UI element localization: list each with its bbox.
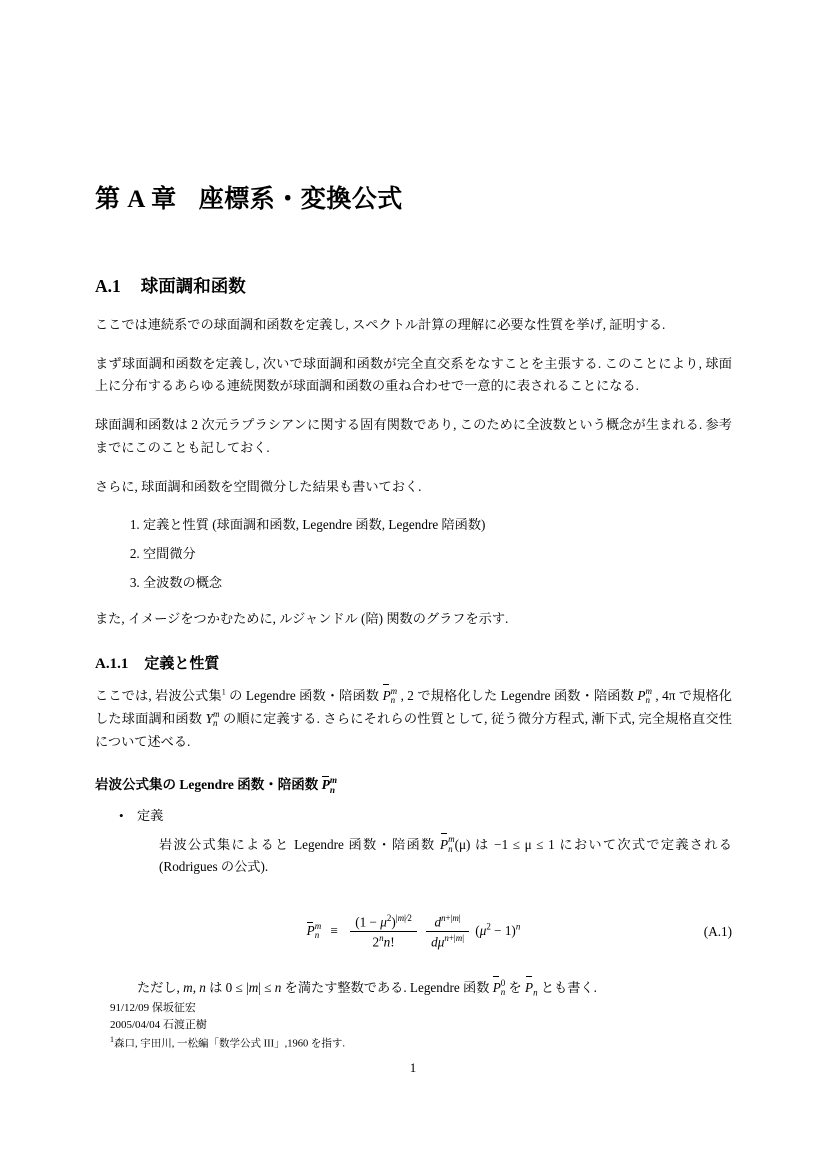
math-y-nm: Ym n	[205, 708, 220, 729]
subsection-heading	[95, 652, 732, 673]
section-heading	[95, 273, 732, 298]
paragraph-1: ここでは連続系での球面調和函数を定義し, スペクトル計算の理解に必要な性質を挙げ, 証明する.	[95, 317, 666, 332]
bullet-body	[159, 834, 732, 879]
chapter-number: 第 A 章	[95, 186, 177, 213]
chapter-title-text: 座標系・変換公式	[198, 186, 403, 213]
bullet-label: 定義	[137, 808, 164, 824]
intro-text-post3: , 4π で規格化した球面調和函数	[95, 688, 732, 726]
bullet-definition	[137, 805, 732, 879]
section-number: A.1	[95, 276, 121, 296]
math-p-tilde-nm: Pm n	[383, 688, 398, 703]
intro-text-pre: ここでは, 岩波公式集	[95, 688, 222, 704]
list-item: 3. 全波数の概念	[143, 572, 732, 593]
equation-fraction-1: $\frac{(1 - \mu^2)^{|m|⁄2}}{2^nn!}$	[350, 913, 417, 951]
paragraph-after-list: また, イメージをつかむために, ルジャンドル (陪) 関数のグラフを示す.	[95, 610, 509, 626]
footnotes	[110, 1000, 730, 1053]
subsection-intro-paragraph	[95, 685, 732, 753]
section-title-text: 球面調和函数	[140, 276, 246, 296]
subsection-number: A.1.1	[95, 656, 129, 673]
paragraph-2: まず球面調和函数を定義し, 次いで球面調和函数が完全直交系をなすことを主張する. このことにより, 球面上に分布するあらゆる連続関数が球面調和函数の重ね合わせで一意的に表されることになる.	[95, 355, 732, 394]
paragraph-3: 球面調和函数は 2 次元ラプラシアンに関する固有関数であり, このために全波数という概念が生まれる. 参考までにこのことも記しておく.	[95, 417, 732, 455]
bullet-body-pre: 岩波公式集によると Legendre 函数・陪函数	[159, 836, 441, 852]
footnote-text: 森口, 宇田川, 一松編「数学公式 III」,1960 を指す.	[114, 1038, 345, 1050]
equation-a1	[95, 913, 732, 951]
equation-fraction-2: $\frac{d^{n+|m|}}{d\mu^{n+|m|}}$	[426, 913, 469, 951]
subsubsection-pre: 岩波公式集の	[95, 777, 180, 793]
footnote-line-2: 2005/04/04 石渡正樹	[110, 1019, 207, 1032]
document-body	[95, 185, 732, 1001]
bullet-body-mid: (μ) は −1 ≤ μ ≤ 1 において次式で定義される (Rodrigues の公式).	[159, 836, 732, 875]
topic-list	[95, 514, 732, 593]
footnote-mark: 1	[110, 1035, 114, 1045]
intro-text-post2: , 2 で規格化した Legendre 函数・陪函数	[397, 688, 638, 704]
subsubsection-mid: Legendre 函数・陪函数	[179, 777, 322, 793]
footnote-line-1: 91/12/09 保坂征宏	[110, 1002, 196, 1014]
subsubsection-heading	[95, 773, 732, 795]
list-item: 2. 空間微分	[143, 543, 732, 564]
definition-bullets	[95, 805, 732, 879]
intro-text-post: の Legendre 函数・陪函数	[225, 688, 383, 704]
equation-tag: (A.1)	[703, 923, 732, 939]
math-p-tilde-nm-body: Pm n	[440, 837, 455, 852]
list-item: 1. 定義と性質 (球面調和函数, Legendre 函数, Legendre 陪函数)	[143, 514, 732, 535]
page-number: 1	[409, 1060, 417, 1075]
footnote-line-3	[110, 1034, 730, 1053]
equation-body: Pm n ≡ $\frac{(1 - \mu^2)^{|m|⁄2}}{2^nn!}$ $\frac{d^{n+|m|}}{d\mu^{n+|m|}}$ $(\mu^2 - 1)^n$	[306, 913, 521, 950]
footnote-reference[interactable]: 1	[221, 687, 226, 697]
chapter-title	[95, 185, 732, 215]
subsection-title-text: 定義と性質	[144, 656, 220, 673]
paragraph-4: さらに, 球面調和函数を空間微分した結果も書いておく.	[95, 478, 422, 494]
intro-text-post4: の順に定義する. さらにそれらの性質として, 従う微分方程式, 漸下式, 完全規格直交性について述べる.	[95, 711, 732, 749]
post-equation-text: ただし, m, n は 0 ≤ |m| ≤ n を満たす整数である. Legendre 函数 P0 n を $P_n$ とも書く.	[137, 977, 732, 1001]
math-p-tilde-nm-heading: Pm n	[321, 774, 338, 795]
math-p-nm: Pm n	[637, 686, 652, 706]
